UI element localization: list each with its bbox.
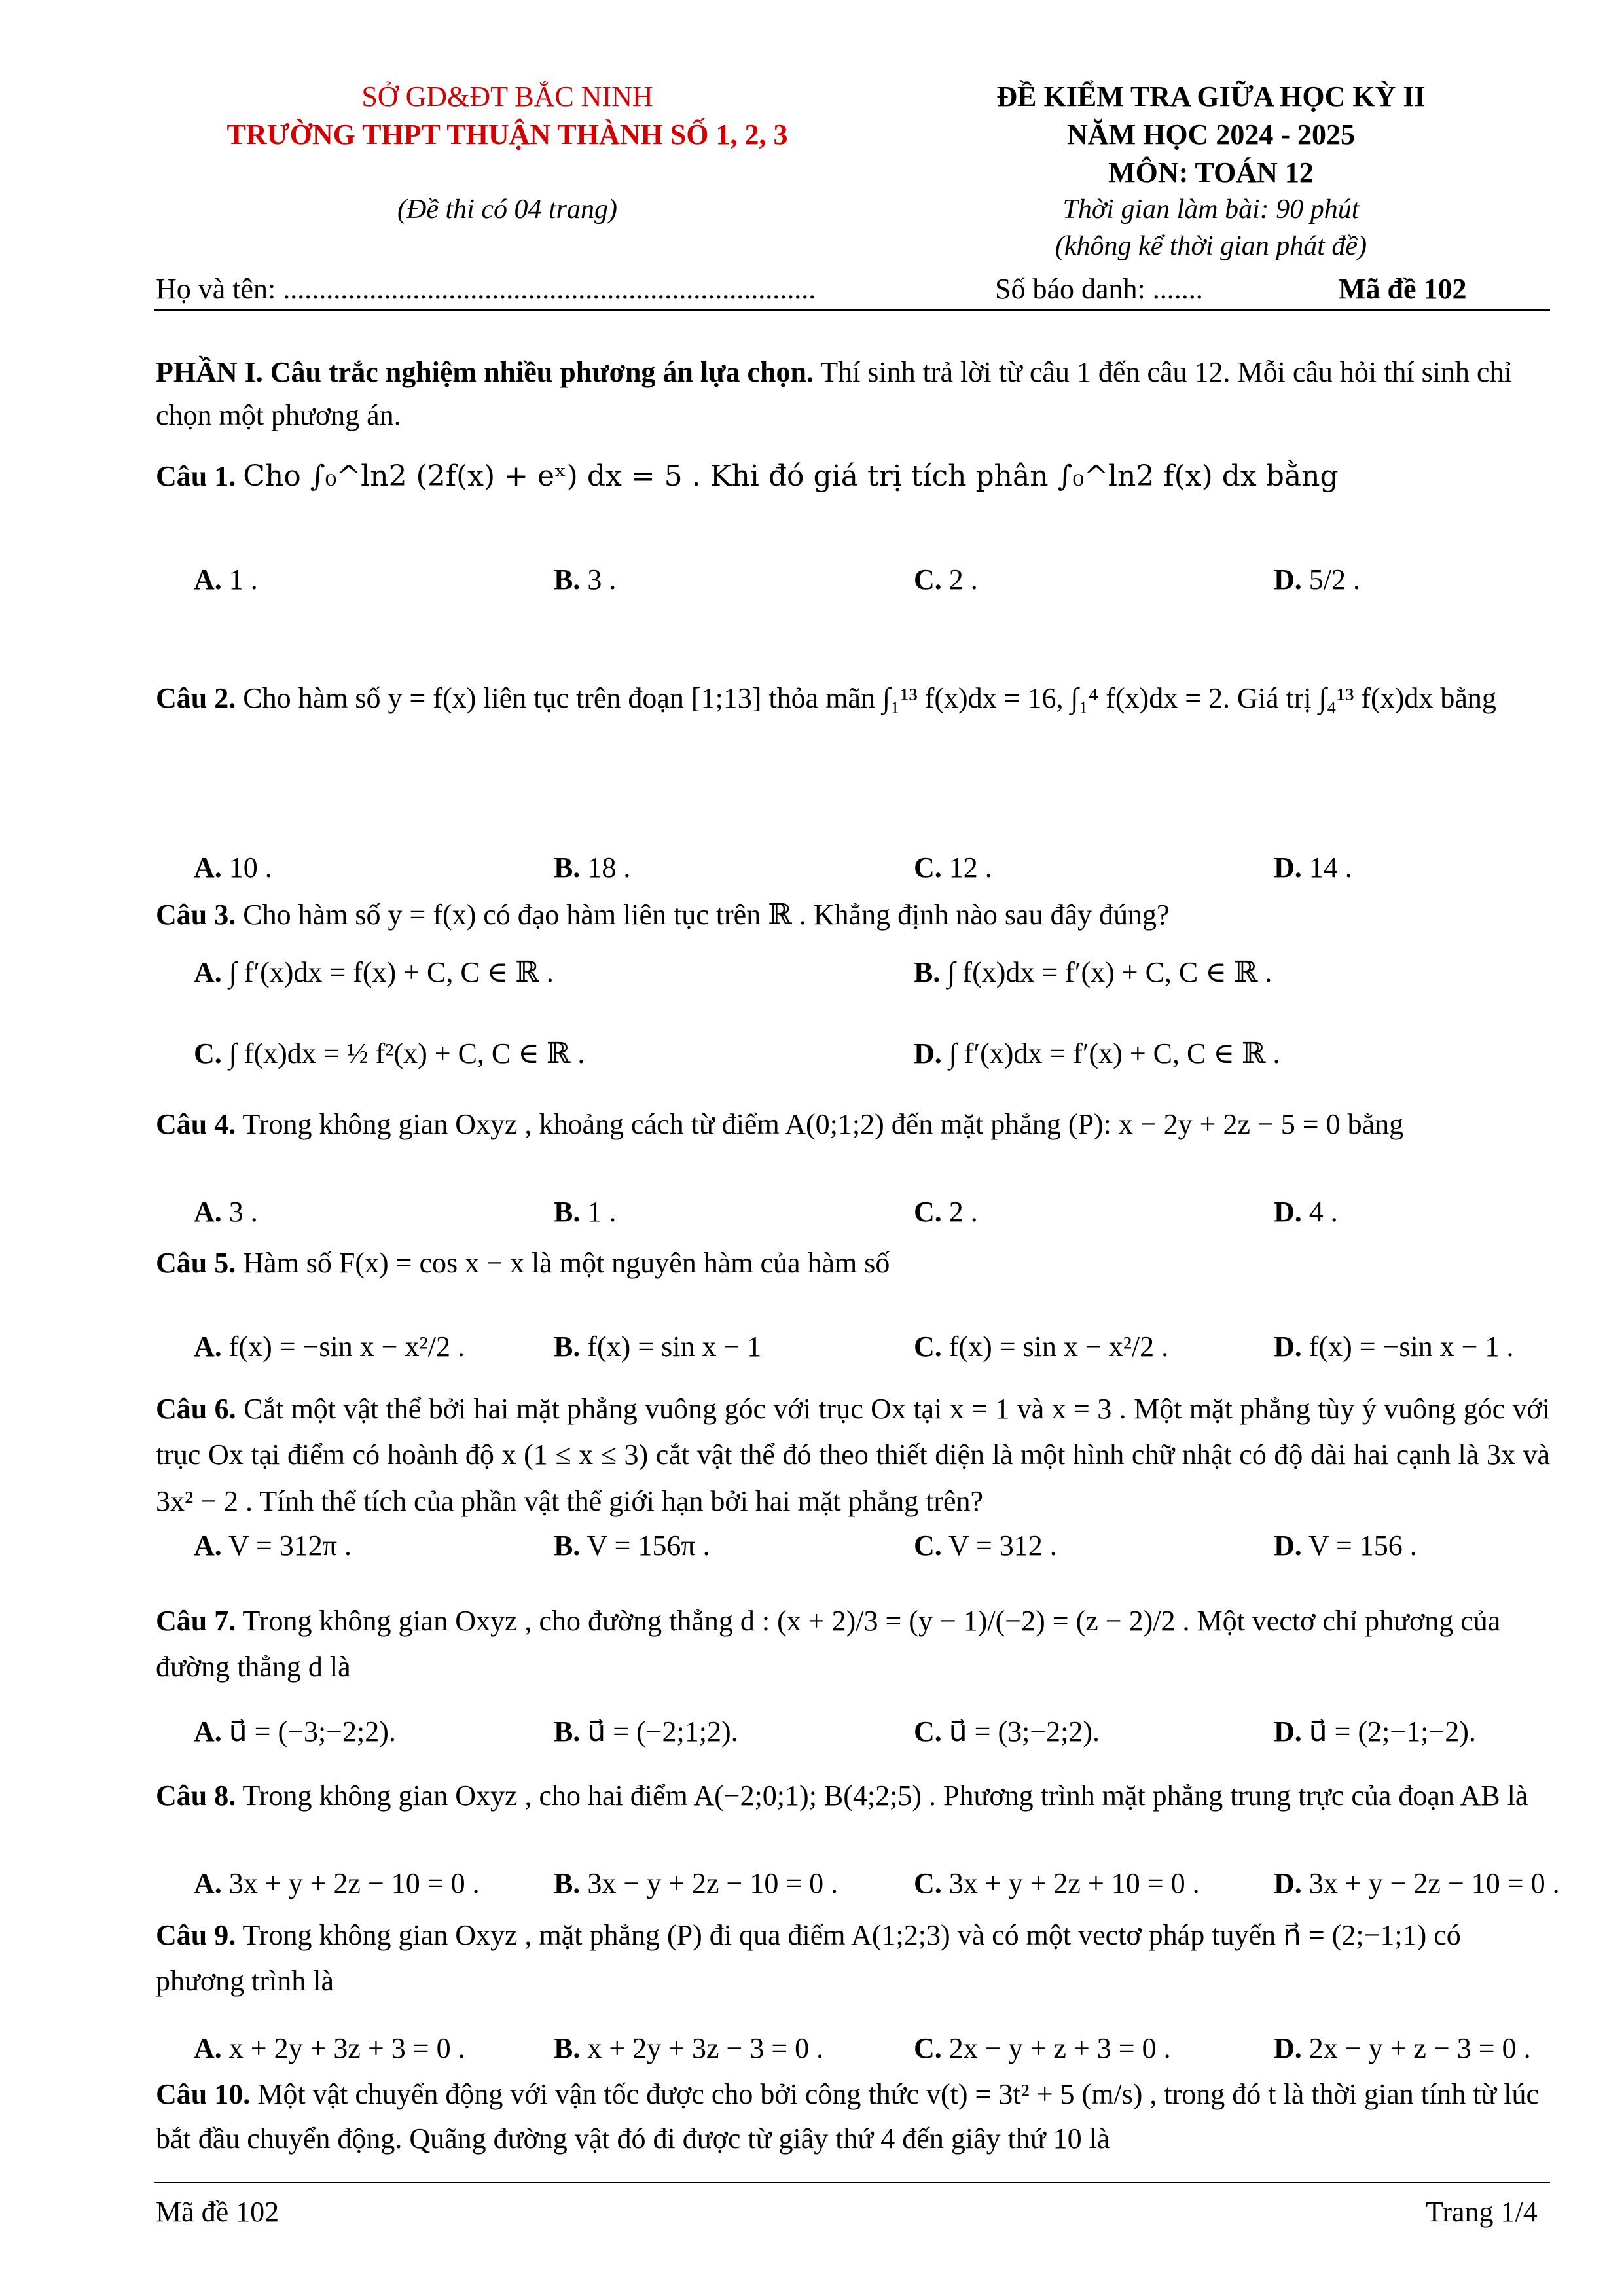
- option-d[interactable]: D. 5/2 .: [1274, 564, 1361, 596]
- option-d[interactable]: D. ∫ f′(x)dx = f′(x) + C, C ∈ ℝ .: [914, 1037, 1280, 1069]
- sbd-field: Số báo danh: .......: [995, 273, 1203, 305]
- question-7: [156, 1598, 1550, 1691]
- question-text: Trong không gian Oxyz , mặt phẳng (P) đi qua điểm A(1;2;3) và có một vectơ pháp tuyến n⃗ = (2;−1;1) có phương trình là: [156, 1919, 1461, 1998]
- exam-code: Mã đề 102: [1339, 273, 1467, 305]
- question-text: Trong không gian Oxyz , cho hai điểm A(−2;0;1); B(4;2;5) . Phương trình mặt phẳng trung trực của đoạn AB là: [242, 1780, 1528, 1812]
- option-a[interactable]: A. 10 .: [194, 852, 272, 884]
- option-c[interactable]: C. 2x − y + z + 3 = 0 .: [914, 2032, 1171, 2064]
- question-6: [156, 1386, 1550, 1524]
- question-text: Cho hàm số y = f(x) liên tục trên đoạn [1;13] thỏa mãn ∫₁¹³ f(x)dx = 16, ∫₁⁴ f(x)dx = 2. Giá trị ∫₄¹³ f(x)dx bằng: [243, 682, 1496, 714]
- option-c[interactable]: C. ∫ f(x)dx = ½ f²(x) + C, C ∈ ℝ .: [194, 1037, 585, 1069]
- time-limit: Thời gian làm bài: 90 phút: [1062, 194, 1360, 224]
- question-9: [156, 1912, 1550, 2005]
- question-label: Câu 2.: [156, 682, 236, 714]
- question-2: [156, 661, 1550, 736]
- option-d[interactable]: D. 2x − y + z − 3 = 0 .: [1274, 2032, 1531, 2064]
- option-b[interactable]: B. u⃗ = (−2;1;2).: [554, 1715, 738, 1748]
- school-name: TRƯỜNG THPT THUẬN THÀNH SỐ 1, 2, 3: [226, 118, 788, 151]
- option-c[interactable]: C. f(x) = sin x − x²/2 .: [914, 1331, 1169, 1363]
- question-label: Câu 5.: [156, 1247, 236, 1279]
- option-a[interactable]: A. 3 .: [194, 1196, 258, 1228]
- option-b[interactable]: B. 18 .: [554, 852, 631, 884]
- exam-title: ĐỀ KIỂM TRA GIỮA HỌC KỲ II: [996, 81, 1426, 113]
- question-5: [156, 1245, 890, 1281]
- pages-note: (Đề thi có 04 trang): [397, 194, 617, 224]
- question-label: Câu 3.: [156, 899, 236, 931]
- question-label: Câu 4.: [156, 1108, 236, 1140]
- option-c[interactable]: C. 3x + y + 2z + 10 = 0 .: [914, 1867, 1200, 1899]
- question-label: Câu 1.: [156, 460, 236, 492]
- footer-rule: [154, 2182, 1550, 2183]
- option-a[interactable]: A. V = 312π .: [194, 1530, 352, 1562]
- option-c[interactable]: C. V = 312 .: [914, 1530, 1057, 1562]
- name-field: Họ và tên: ..........................................................................: [156, 273, 816, 305]
- option-b[interactable]: B. 3 .: [554, 564, 617, 596]
- question-8: [156, 1774, 1550, 1818]
- school-year: NĂM HỌC 2024 - 2025: [1067, 118, 1355, 151]
- option-c[interactable]: C. 12 .: [914, 852, 992, 884]
- option-b[interactable]: B. 3x − y + 2z − 10 = 0 .: [554, 1867, 839, 1899]
- question-text: Một vật chuyển động với vận tốc được cho bởi công thức v(t) = 3t² + 5 (m/s) , trong đó t là thời gian tính từ lúc bắt đầu chuyển động. Quãng đường vật đó đi được từ giây thứ 4 đến giây thứ 10 là: [156, 2078, 1540, 2155]
- option-b[interactable]: B. V = 156π .: [554, 1530, 710, 1562]
- option-d[interactable]: D. u⃗ = (2;−1;−2).: [1274, 1715, 1476, 1748]
- part1-instructions: Thí sinh trả lời từ câu 1 đến câu 12. Mỗi câu hỏi thí sinh chỉ chọn một phương án.: [156, 356, 1512, 431]
- option-d[interactable]: D. 3x + y − 2z − 10 = 0 .: [1274, 1867, 1560, 1899]
- option-b[interactable]: B. ∫ f(x)dx = f′(x) + C, C ∈ ℝ .: [914, 956, 1272, 988]
- question-label: Câu 6.: [156, 1393, 236, 1425]
- question-1: [156, 458, 1339, 494]
- option-a[interactable]: A. f(x) = −sin x − x²/2 .: [194, 1331, 465, 1363]
- question-10: [156, 2072, 1550, 2161]
- option-a[interactable]: A. ∫ f′(x)dx = f(x) + C, C ∈ ℝ .: [194, 956, 554, 988]
- option-a[interactable]: A. 1 .: [194, 564, 258, 596]
- footer-exam-code: Mã đề 102: [156, 2196, 280, 2228]
- question-text: Hàm số F(x) = cos x − x là một nguyên hàm của hàm số: [243, 1247, 890, 1279]
- option-d[interactable]: D. V = 156 .: [1274, 1530, 1417, 1562]
- option-a[interactable]: A. u⃗ = (−3;−2;2).: [194, 1715, 396, 1748]
- department-name: SỞ GD&ĐT BẮC NINH: [361, 81, 653, 113]
- option-b[interactable]: B. x + 2y + 3z − 3 = 0 .: [554, 2032, 824, 2064]
- option-b[interactable]: B. f(x) = sin x − 1: [554, 1331, 762, 1363]
- question-text: Cho ∫₀^ln2 (2f(x) + eˣ) dx = 5 . Khi đó giá trị tích phân ∫₀^ln2 f(x) dx bằng: [243, 459, 1339, 493]
- question-label: Câu 8.: [156, 1780, 236, 1812]
- option-a[interactable]: A. 3x + y + 2z − 10 = 0 .: [194, 1867, 480, 1899]
- part1-title: PHẦN I. Câu trắc nghiệm nhiều phương án lựa chọn.: [156, 356, 814, 388]
- part1-heading: [156, 351, 1550, 437]
- question-4: [156, 1106, 1550, 1142]
- option-b[interactable]: B. 1 .: [554, 1196, 617, 1228]
- option-d[interactable]: D. 14 .: [1274, 852, 1352, 884]
- question-text: Trong không gian Oxyz , khoảng cách từ điểm A(0;1;2) đến mặt phẳng (P): x − 2y + 2z − 5 = 0 bằng: [242, 1108, 1404, 1140]
- option-d[interactable]: D. 4 .: [1274, 1196, 1338, 1228]
- question-label: Câu 9.: [156, 1919, 236, 1951]
- option-c[interactable]: C. 2 .: [914, 564, 978, 596]
- question-text: Trong không gian Oxyz , cho đường thẳng d : (x + 2)/3 = (y − 1)/(−2) = (z − 2)/2 . Một vectơ chỉ phương của đường thẳng d là: [156, 1605, 1501, 1683]
- question-text: Cắt một vật thể bởi hai mặt phẳng vuông góc với trục Ox tại x = 1 và x = 3 . Một mặt phẳng tùy ý vuông góc với trục Ox tại điểm có hoành độ x (1 ≤ x ≤ 3) cắt vật thể đó theo thiết diện là một hình chữ nhật có độ dài hai cạnh là 3x và 3x² − 2 . Tính thể tích của phần vật thể giới hạn bởi hai mặt phẳng trên?: [156, 1393, 1550, 1517]
- question-3: [156, 897, 1170, 933]
- subject: MÔN: TOÁN 12: [1108, 156, 1314, 188]
- option-c[interactable]: C. 2 .: [914, 1196, 978, 1228]
- question-label: Câu 7.: [156, 1605, 236, 1637]
- time-note: (không kể thời gian phát đề): [1055, 231, 1367, 261]
- question-label: Câu 10.: [156, 2078, 251, 2110]
- option-a[interactable]: A. x + 2y + 3z + 3 = 0 .: [194, 2032, 465, 2064]
- header-rule: [154, 309, 1550, 311]
- page-number: Trang 1/4: [1426, 2196, 1538, 2228]
- question-text: Cho hàm số y = f(x) có đạo hàm liên tục trên ℝ . Khẳng định nào sau đây đúng?: [243, 899, 1170, 931]
- option-c[interactable]: C. u⃗ = (3;−2;2).: [914, 1715, 1100, 1748]
- option-d[interactable]: D. f(x) = −sin x − 1 .: [1274, 1331, 1514, 1363]
